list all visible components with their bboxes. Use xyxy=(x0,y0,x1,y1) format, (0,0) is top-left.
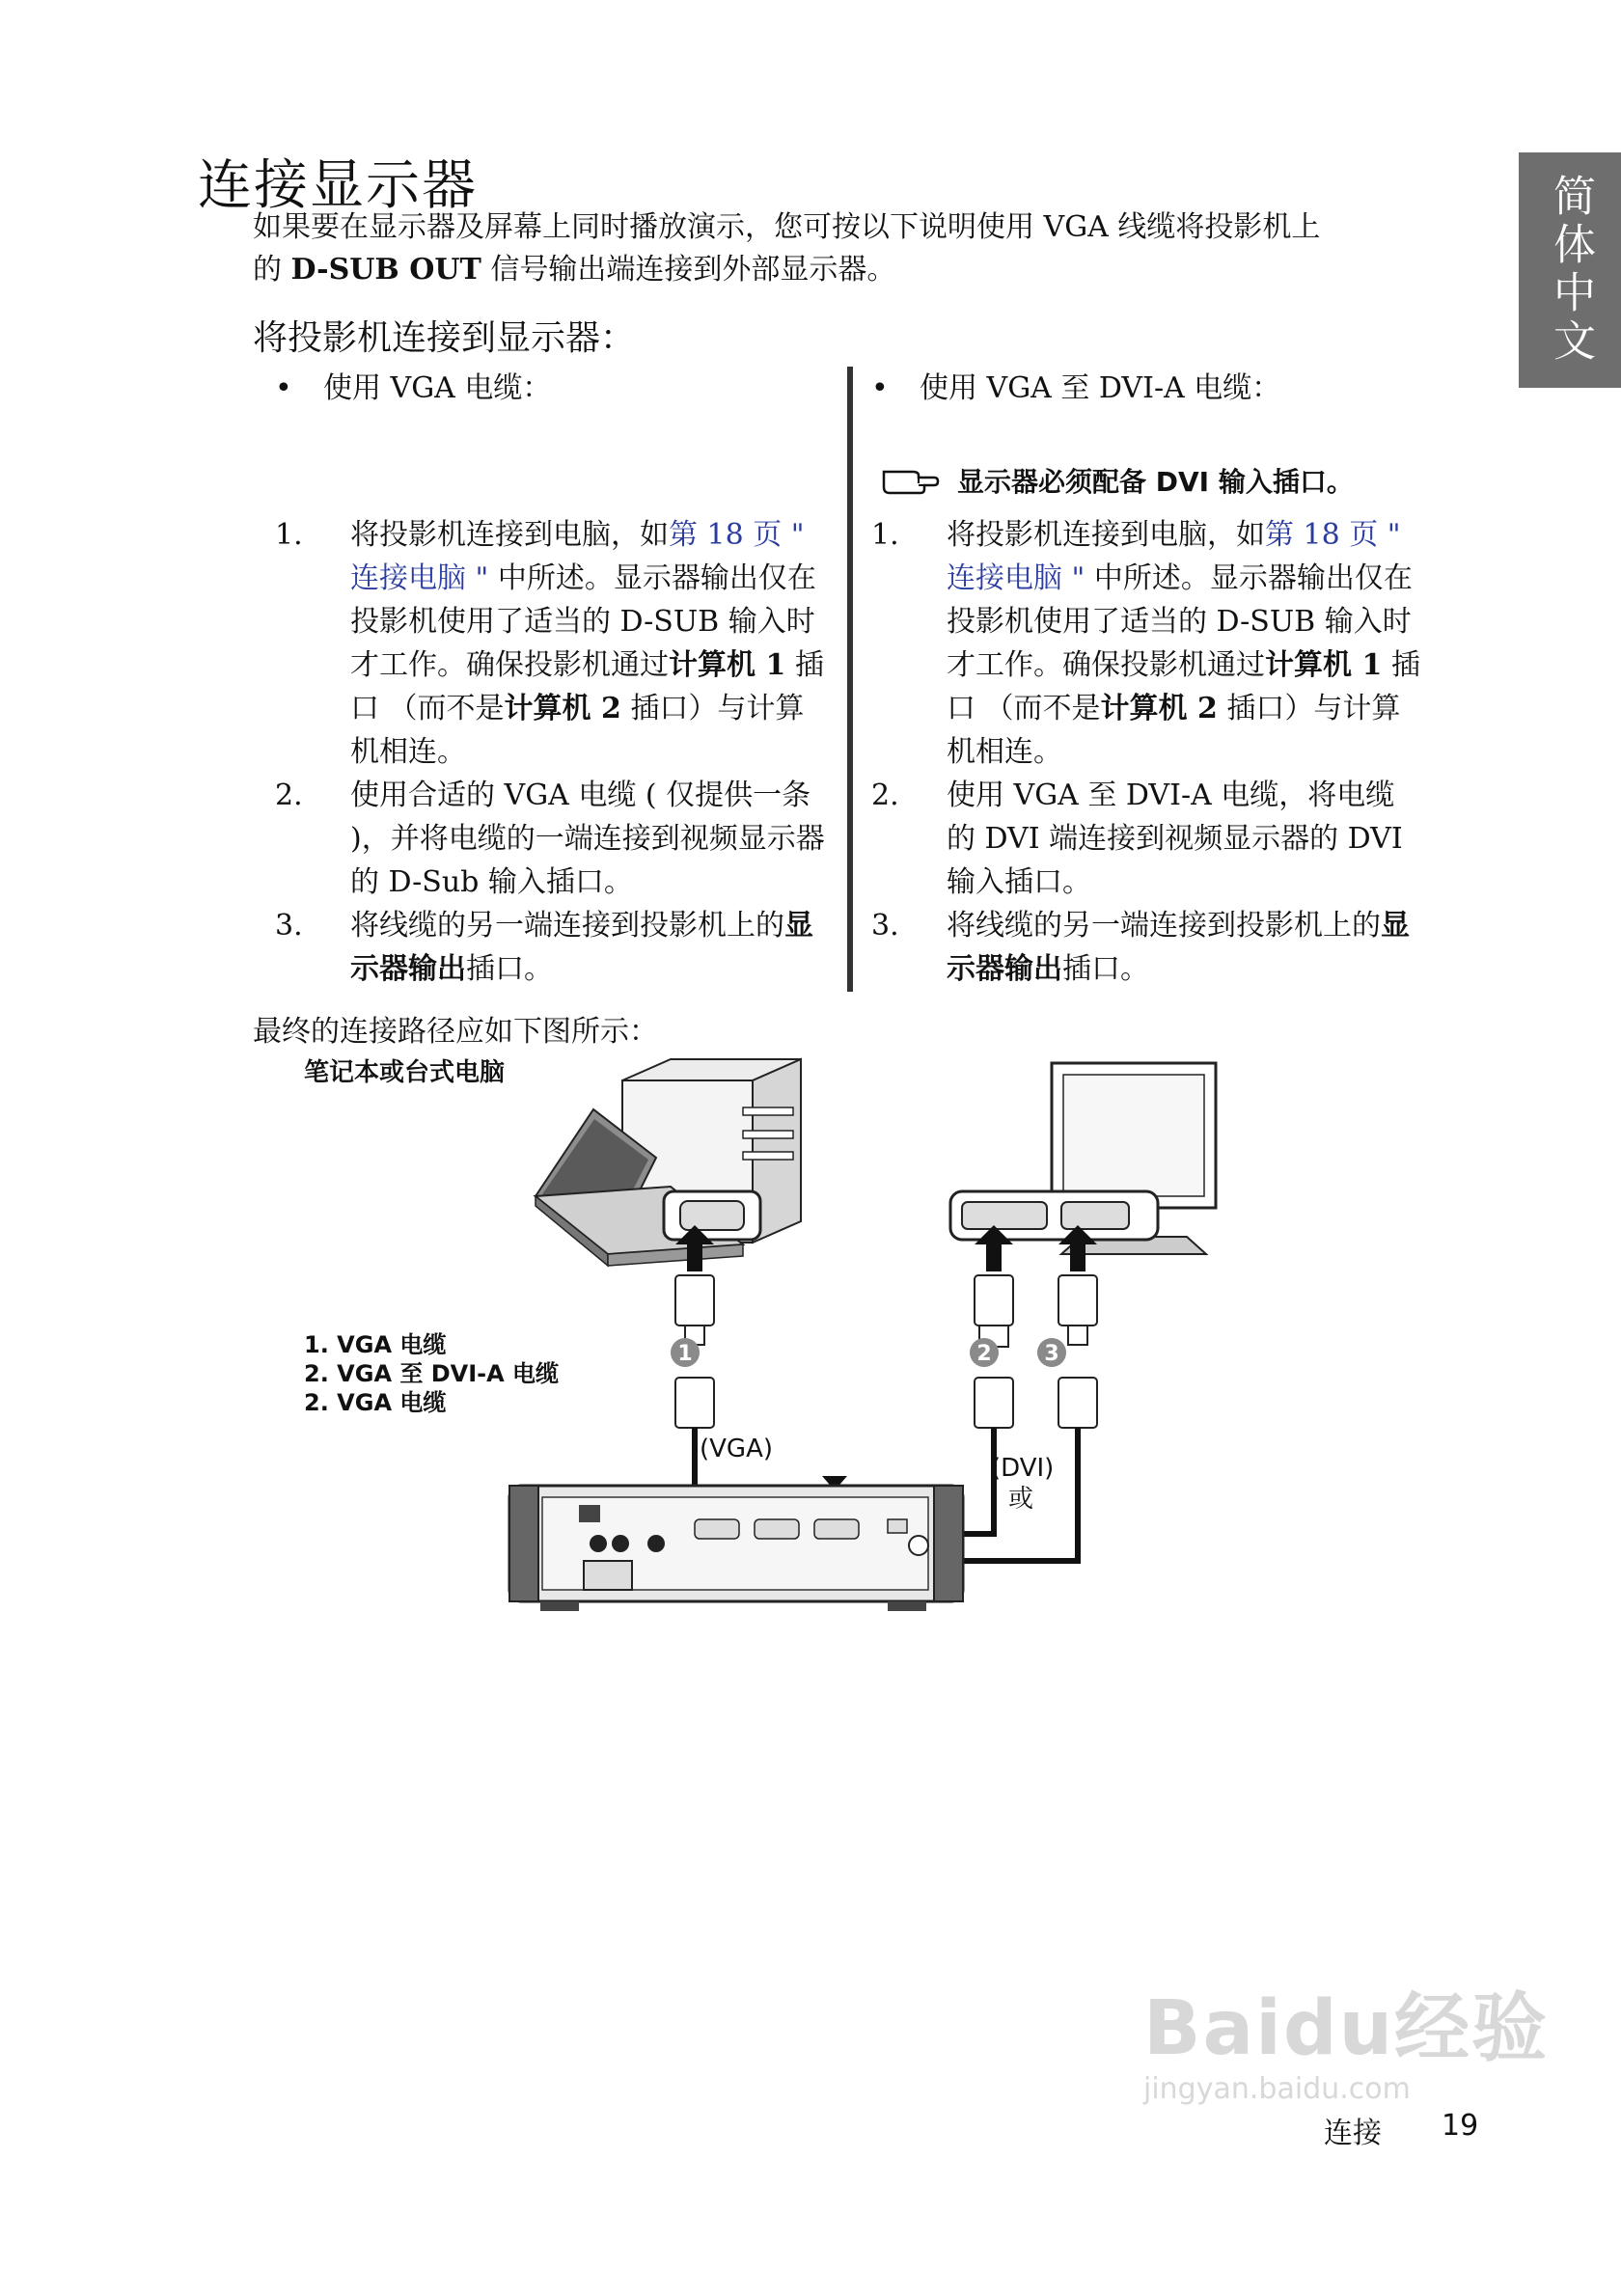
section-subheading: 将投影机连接到显示器： xyxy=(253,318,636,358)
dvi-note xyxy=(880,461,1354,500)
or-label: 或 xyxy=(1008,1485,1034,1514)
computer-vga-port xyxy=(664,1191,760,1240)
right-column xyxy=(871,367,1431,410)
list-item: 1. 将投影机连接到电脑，如第 18 页 " 连接电脑 " 中所述。显示器输出仅在投影机使用了适当的 D-SUB 输入时才工作。确保投影机通过计算机 1 插口 （而不是计算机 2 插口）与计算机相连。 xyxy=(275,518,824,769)
monitor-ports xyxy=(950,1191,1158,1240)
list-item: 2. 使用合适的 VGA 电缆 ( 仅提供一条 )，并将电缆的一端连接到视频显示器的 D-Sub 输入插口。 xyxy=(275,779,825,899)
intro-line-1: 如果要在显示器及屏幕上同时播放演示，您可按以下说明使用 VGA 线缆将投影机上 xyxy=(253,210,1321,244)
watermark-url: jingyan.baidu.com xyxy=(1143,2072,1411,2106)
left-column xyxy=(275,367,835,410)
connection-diagram xyxy=(289,1052,1254,1650)
note-hand-icon xyxy=(880,464,944,497)
legend-item-1: 1. VGA 电缆 xyxy=(304,1331,447,1358)
legend-item-3: 2. VGA 电缆 xyxy=(304,1389,447,1416)
intro-line-2: 的 D-SUB OUT 信号输出端连接到外部显示器。 xyxy=(253,253,896,287)
page-link[interactable]: 第 18 页 xyxy=(1265,518,1379,552)
right-heading-text: 使用 VGA 至 DVI-A 电缆： xyxy=(920,371,1281,405)
note-text: 显示器必须配备 DVI 输入插口。 xyxy=(957,466,1354,498)
marker-1-label: 1 xyxy=(677,1342,693,1366)
final-caption: 最终的连接路径应如下图所示： xyxy=(253,1015,658,1049)
intro-paragraph xyxy=(253,206,1469,291)
list-item: 2. 使用 VGA 至 DVI-A 电缆，将电缆的 DVI 端连接到视频显示器的 DVI 输入插口。 xyxy=(871,779,1403,899)
list-item: 3. 将线缆的另一端连接到投影机上的显示器输出插口。 xyxy=(871,909,1410,986)
computer-label: 笔记本或台式电脑 xyxy=(304,1058,506,1087)
projector xyxy=(509,1486,963,1611)
left-heading: • 使用 VGA 电缆： xyxy=(275,367,835,410)
right-heading: • 使用 VGA 至 DVI-A 电缆： xyxy=(871,367,1431,410)
marker-2-label: 2 xyxy=(976,1342,992,1366)
list-item: 1. 将投影机连接到电脑，如第 18 页 " 连接电脑 " 中所述。显示器输出仅在投影机使用了适当的 D-SUB 输入时才工作。确保投影机通过计算机 1 插口 （而不是计算机 2 插口）与计算机相连。 xyxy=(871,518,1420,769)
page-link[interactable]: 第 18 页 xyxy=(669,518,783,552)
watermark xyxy=(1143,1968,1549,2106)
marker-3-label: 3 xyxy=(1044,1342,1059,1366)
column-divider xyxy=(847,367,853,992)
footer-section: 连接 xyxy=(1324,2117,1382,2150)
section-link[interactable]: " 连接电脑 " xyxy=(947,518,1401,595)
watermark-brand: Baidu经验 xyxy=(1143,1985,1550,2072)
dvi-label: (DVI) xyxy=(991,1454,1055,1483)
section-link[interactable]: " 连接电脑 " xyxy=(350,518,805,595)
right-steps xyxy=(871,513,1421,991)
vga-label: (VGA) xyxy=(700,1435,774,1463)
list-item: 3. 将线缆的另一端连接到投影机上的显示器输出插口。 xyxy=(275,909,813,986)
cable-connectors xyxy=(675,1275,1097,1428)
page-title: 连接显示器 xyxy=(198,154,478,217)
left-steps xyxy=(275,513,825,991)
left-heading-text: 使用 VGA 电缆： xyxy=(323,371,552,405)
language-tab-label: 简体中文 xyxy=(1546,174,1595,367)
legend-item-2: 2. VGA 至 DVI-A 电缆 xyxy=(304,1360,560,1387)
dsub-out-term: D-SUB OUT xyxy=(290,253,481,287)
language-tab xyxy=(1519,152,1621,388)
page-number: 19 xyxy=(1442,2109,1479,2143)
